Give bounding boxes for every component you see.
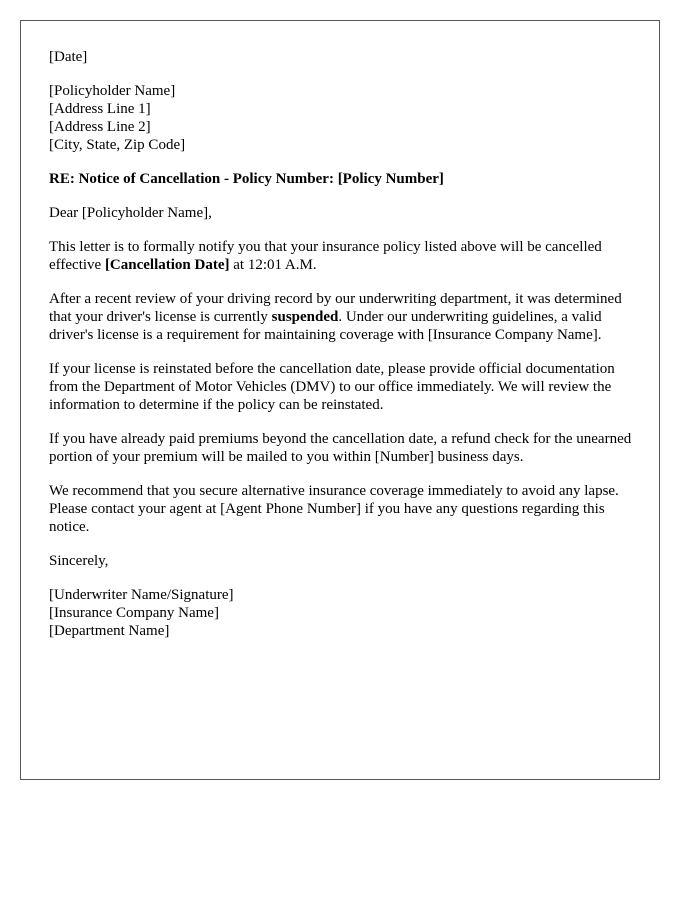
recipient-address-block: [49, 82, 635, 154]
signature-company: [Insurance Company Name]: [49, 605, 219, 621]
paragraph-2-text-start: After a recent review of your driving record by our underwriting department, it was determined that your driver's license is currently: [49, 291, 622, 325]
cancellation-date: [Cancellation Date]: [104, 257, 230, 273]
paragraph-reinstatement: If your license is reinstated before the cancellation date, please provide official documentation from the Department of Motor Vehicles (DMV) to our office immediately. We will review the information to determine if the policy can be reinstated.: [49, 361, 615, 413]
signature-department: [Department Name]: [49, 623, 170, 639]
paragraph-license-suspension: [49, 290, 635, 344]
closing: Sincerely,: [49, 553, 109, 569]
paragraph-recommendation: We recommend that you secure alternative insurance coverage immediately to avoid any lapse. Please contact your agent at [Agent Phone Number] if you have any questions regarding this notice.: [49, 483, 619, 535]
recipient-city-state-zip: [City, State, Zip Code]: [49, 137, 186, 153]
recipient-name: [Policyholder Name]: [49, 83, 176, 99]
recipient-address-line-2: [Address Line 2]: [49, 119, 151, 135]
paragraph-refund: If you have already paid premiums beyond the cancellation date, a refund check for the unearned portion of your premium will be mailed to you within [Number] business days.: [49, 431, 632, 465]
license-status: suspended: [271, 309, 339, 325]
paragraph-1-text-end: at 12:01 A.M.: [229, 257, 317, 273]
recipient-address-line-1: [Address Line 1]: [49, 101, 151, 117]
signature-name: [Underwriter Name/Signature]: [49, 587, 234, 603]
salutation: Dear [Policyholder Name],: [49, 205, 212, 221]
paragraph-1-text-start: This letter is to formally notify you that your insurance policy listed above will be cancelled effective: [49, 239, 602, 273]
paragraph-cancellation-notice: [49, 238, 635, 274]
letter-page: [20, 20, 660, 780]
subject-line: RE: Notice of Cancellation - Policy Number: [Policy Number]: [49, 171, 444, 187]
letter-body: [49, 48, 635, 656]
paragraph-2-text-end: . Under our underwriting guidelines, a valid driver's license is a requirement for maintaining coverage with [Insurance Company Name].: [49, 309, 602, 343]
signature-block: [49, 586, 635, 640]
letter-date: [Date]: [49, 49, 88, 65]
